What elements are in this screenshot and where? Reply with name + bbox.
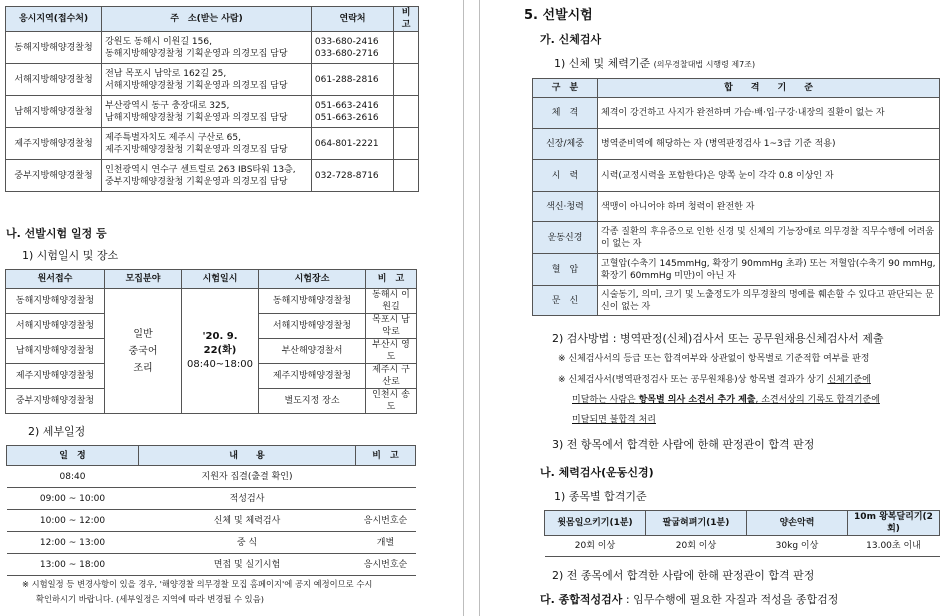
place-cell: 서해지방해양경찰청 — [259, 314, 366, 339]
contact-header-region: 응시지역(접수처) — [6, 7, 102, 32]
schedule-change-notice: ※ 시험일정 등 변경사항이 있을 경우, '해양경찰 의무경찰 모집 홈페이지'에 공지 예정이므로 수시 확인하시기 바랍니다. (세부일정은 지역에 따라 변경될 수 있음) — [22, 579, 373, 604]
note-cell: 목포시 남악로 — [366, 314, 417, 339]
place-cell: 부산해양경찰서 — [259, 339, 366, 364]
table-row — [6, 64, 419, 96]
contact-header-note: 비 고 — [394, 7, 419, 32]
table-row — [6, 128, 419, 160]
schedule-header-registration: 원서접수 — [6, 270, 105, 289]
phone-cell: 051-663-2416 051-663-2616 — [311, 96, 393, 128]
region-cell: 동해지방해양경찰청 — [6, 32, 102, 64]
exam-method-note-4: 미달되면 불합격 처리 — [572, 415, 656, 425]
right-page — [484, 0, 944, 616]
place-cell: 동해지방해양경찰청 — [259, 289, 366, 314]
heading-physical-exam: 가. 신체검사 — [540, 33, 602, 46]
fitness-header-pushups: 팔굽혀펴기(1분) — [646, 511, 747, 536]
region-cell: 남해지방해양경찰청 — [6, 96, 102, 128]
registration-cell: 동해지방해양경찰청 — [6, 289, 105, 314]
category-cell: 색신·청력 — [533, 192, 598, 222]
subheading-fitness-criteria: 1) 종목별 합격기준 — [554, 490, 647, 503]
note-cell — [394, 32, 419, 64]
note-cell: 동해시 이원길 — [366, 289, 417, 314]
detail-header-content: 내 용 — [139, 446, 356, 466]
detail-header-note: 비 고 — [356, 446, 416, 466]
registration-cell: 서해지방해양경찰청 — [6, 314, 105, 339]
field-cell: 일반 중국어 조리 — [105, 289, 182, 414]
aptitude-test-line: 다. 종합적성검사 : 임무수행에 필요한 자질과 적성을 종합검정 — [540, 593, 839, 606]
region-cell: 서해지방해양경찰청 — [6, 64, 102, 96]
datetime-cell: '20. 9. 22(화) 08:40~18:00 — [182, 289, 259, 414]
table-row — [533, 98, 940, 129]
content-cell: 신체 및 체력검사 — [139, 510, 356, 532]
note-cell: 부산시 영도 — [366, 339, 417, 364]
time-cell: 09:00 ~ 10:00 — [7, 488, 139, 510]
left-page — [0, 0, 460, 616]
schedule-header-field: 모집분야 — [105, 270, 182, 289]
exam-method-note-1: ※ 신체검사서의 등급 또는 합격여부와 상관없이 항목별로 기준적합 여부를 판정 — [558, 354, 870, 364]
address-cell: 전남 목포시 남악로 162길 25, 서해지방해양경찰청 기획운영과 의경모집 담당 — [102, 64, 312, 96]
standard-cell: 색맹이 아니어야 하며 청력이 완전한 자 — [598, 192, 940, 222]
standard-cell: 시력(교정시력을 포함한다)은 양쪽 눈이 각각 0.8 이상인 자 — [598, 160, 940, 192]
registration-cell: 중부지방해양경찰청 — [6, 389, 105, 414]
note-cell: 응시번호순 — [356, 510, 416, 532]
table-row — [7, 510, 416, 532]
time-cell: 10:00 ~ 12:00 — [7, 510, 139, 532]
pushups-value: 20회 이상 — [646, 536, 747, 557]
note-cell: 응시번호순 — [356, 554, 416, 576]
note-cell — [394, 96, 419, 128]
category-cell: 문 신 — [533, 286, 598, 316]
category-cell: 신장/체중 — [533, 129, 598, 160]
note-cell — [356, 488, 416, 510]
schedule-header-place: 시험장소 — [259, 270, 366, 289]
heading-fitness-test: 나. 체력검사(운동신경) — [540, 466, 654, 479]
content-cell: 중 식 — [139, 532, 356, 554]
table-row — [7, 532, 416, 554]
standard-cell: 체격이 강건하고 사지가 완전하며 가슴·배·입·구강·내장의 질환이 없는 자 — [598, 98, 940, 129]
standard-cell: 시술동기, 의미, 크기 및 노출정도가 의무경찰의 명예를 훼손할 수 있다고 판단되는 문신이 없는 자 — [598, 286, 940, 316]
table-row — [533, 254, 940, 286]
table-row — [6, 289, 417, 314]
schedule-table — [5, 269, 417, 414]
shuttle-run-value: 13.00초 이내 — [848, 536, 940, 557]
page-gutter — [461, 0, 483, 616]
table-row — [6, 32, 419, 64]
exam-method-note-3: 미달하는 사람은 항목별 의사 소견서 추가 제출, 소견서상의 기록도 합격기준에 — [572, 395, 880, 405]
fitness-pass-judgement: 2) 전 종목에서 합격한 사람에 한해 판정관이 합격 판정 — [552, 569, 815, 582]
place-cell: 제주지방해양경찰청 — [259, 364, 366, 389]
fitness-header-grip: 양손악력 — [747, 511, 848, 536]
address-cell: 강원도 동해시 이원길 156, 동해지방해양경찰청 기획운영과 의경모집 담당 — [102, 32, 312, 64]
table-row — [533, 286, 940, 316]
table-row — [533, 160, 940, 192]
subheading-body-criteria: 1) 신체 및 체력기준 (의무경찰대법 시행령 제7조) — [554, 57, 756, 70]
contact-header-phone: 연락처 — [311, 7, 393, 32]
note-cell — [394, 64, 419, 96]
fitness-criteria-table — [544, 510, 940, 557]
section-heading-schedule: 나. 선발시험 일정 등 — [6, 227, 107, 240]
table-row — [6, 96, 419, 128]
address-cell: 인천광역시 연수구 센트럴로 263 IBS타워 13층, 중부지방해양경찰청 기획운영과 의경모집 담당 — [102, 160, 312, 192]
contact-table — [5, 6, 419, 192]
table-row — [533, 129, 940, 160]
subheading-exam-datetime: 1) 시험일시 및 장소 — [22, 249, 119, 262]
exam-method-note-2: ※ 신체검사서(병역판정검사 또는 공무원채용)상 항목별 결과가 상기 신체기준에 — [558, 375, 871, 385]
fitness-header-situps: 윗몸일으키기(1분) — [545, 511, 646, 536]
phone-cell: 033-680-2416 033-680-2716 — [311, 32, 393, 64]
physical-criteria-table — [532, 78, 940, 316]
criteria-header-category: 구 분 — [533, 79, 598, 98]
detail-header-time: 일 정 — [7, 446, 139, 466]
exam-method-text: 2) 검사방법 : 병역판정(신체)검사서 또는 공무원채용신체검사서 제출 — [552, 332, 884, 345]
table-row — [533, 222, 940, 254]
standard-cell: 고혈압(수축기 145mmHg, 확장기 90mmHg 초과) 또는 저혈압(수축기 90 mmHg, 확장기 60mmHg 미만)이 아닌 자 — [598, 254, 940, 286]
section-heading-selection-exam: 5. 선발시험 — [524, 8, 593, 23]
table-row — [7, 554, 416, 576]
note-cell: 인천시 송도 — [366, 389, 417, 414]
table-row — [7, 488, 416, 510]
region-cell: 중부지방해양경찰청 — [6, 160, 102, 192]
category-cell: 운동신경 — [533, 222, 598, 254]
registration-cell: 남해지방해양경찰청 — [6, 339, 105, 364]
fitness-header-shuttle-run: 10m 왕복달리기(2회) — [848, 511, 940, 536]
region-cell: 제주지방해양경찰청 — [6, 128, 102, 160]
address-cell: 제주특별자치도 제주시 구산로 65, 제주지방해양경찰청 기획운영과 의경모집 담당 — [102, 128, 312, 160]
phone-cell: 064-801-2221 — [311, 128, 393, 160]
situps-value: 20회 이상 — [545, 536, 646, 557]
note-cell — [394, 160, 419, 192]
registration-cell: 제주지방해양경찰청 — [6, 364, 105, 389]
content-cell: 적성검사 — [139, 488, 356, 510]
schedule-header-note: 비 고 — [366, 270, 417, 289]
category-cell: 체 격 — [533, 98, 598, 129]
criteria-header-standard: 합 격 기 준 — [598, 79, 940, 98]
phone-cell: 032-728-8716 — [311, 160, 393, 192]
contact-header-address: 주 소(받는 사람) — [102, 7, 312, 32]
time-cell: 12:00 ~ 13:00 — [7, 532, 139, 554]
note-cell — [356, 466, 416, 488]
place-cell: 별도지정 장소 — [259, 389, 366, 414]
standard-cell: 각종 질환의 후유증으로 인한 신경 및 신체의 기능장애로 의무경찰 직무수행에 어려움이 없는 자 — [598, 222, 940, 254]
detail-schedule-table — [6, 445, 416, 576]
phone-cell: 061-288-2816 — [311, 64, 393, 96]
note-cell — [394, 128, 419, 160]
category-cell: 시 력 — [533, 160, 598, 192]
table-row — [7, 466, 416, 488]
note-cell: 제주시 구산로 — [366, 364, 417, 389]
table-row — [545, 536, 940, 557]
content-cell: 면접 및 실기시험 — [139, 554, 356, 576]
content-cell: 지원자 집결(출결 확인) — [139, 466, 356, 488]
category-cell: 혈 압 — [533, 254, 598, 286]
address-cell: 부산광역시 동구 충장대로 325, 남해지방해양경찰청 기획운영과 의경모집 담당 — [102, 96, 312, 128]
table-row — [6, 160, 419, 192]
time-cell: 08:40 — [7, 466, 139, 488]
subheading-detail-schedule: 2) 세부일정 — [28, 425, 86, 438]
table-row — [533, 192, 940, 222]
physical-pass-judgement: 3) 전 항목에서 합격한 사람에 한해 판정관이 합격 판정 — [552, 438, 815, 451]
grip-value: 30kg 이상 — [747, 536, 848, 557]
note-cell: 개별 — [356, 532, 416, 554]
time-cell: 13:00 ~ 18:00 — [7, 554, 139, 576]
schedule-header-datetime: 시험일시 — [182, 270, 259, 289]
standard-cell: 병역준비역에 해당하는 자 (병역판정검사 1~3급 기준 적용) — [598, 129, 940, 160]
